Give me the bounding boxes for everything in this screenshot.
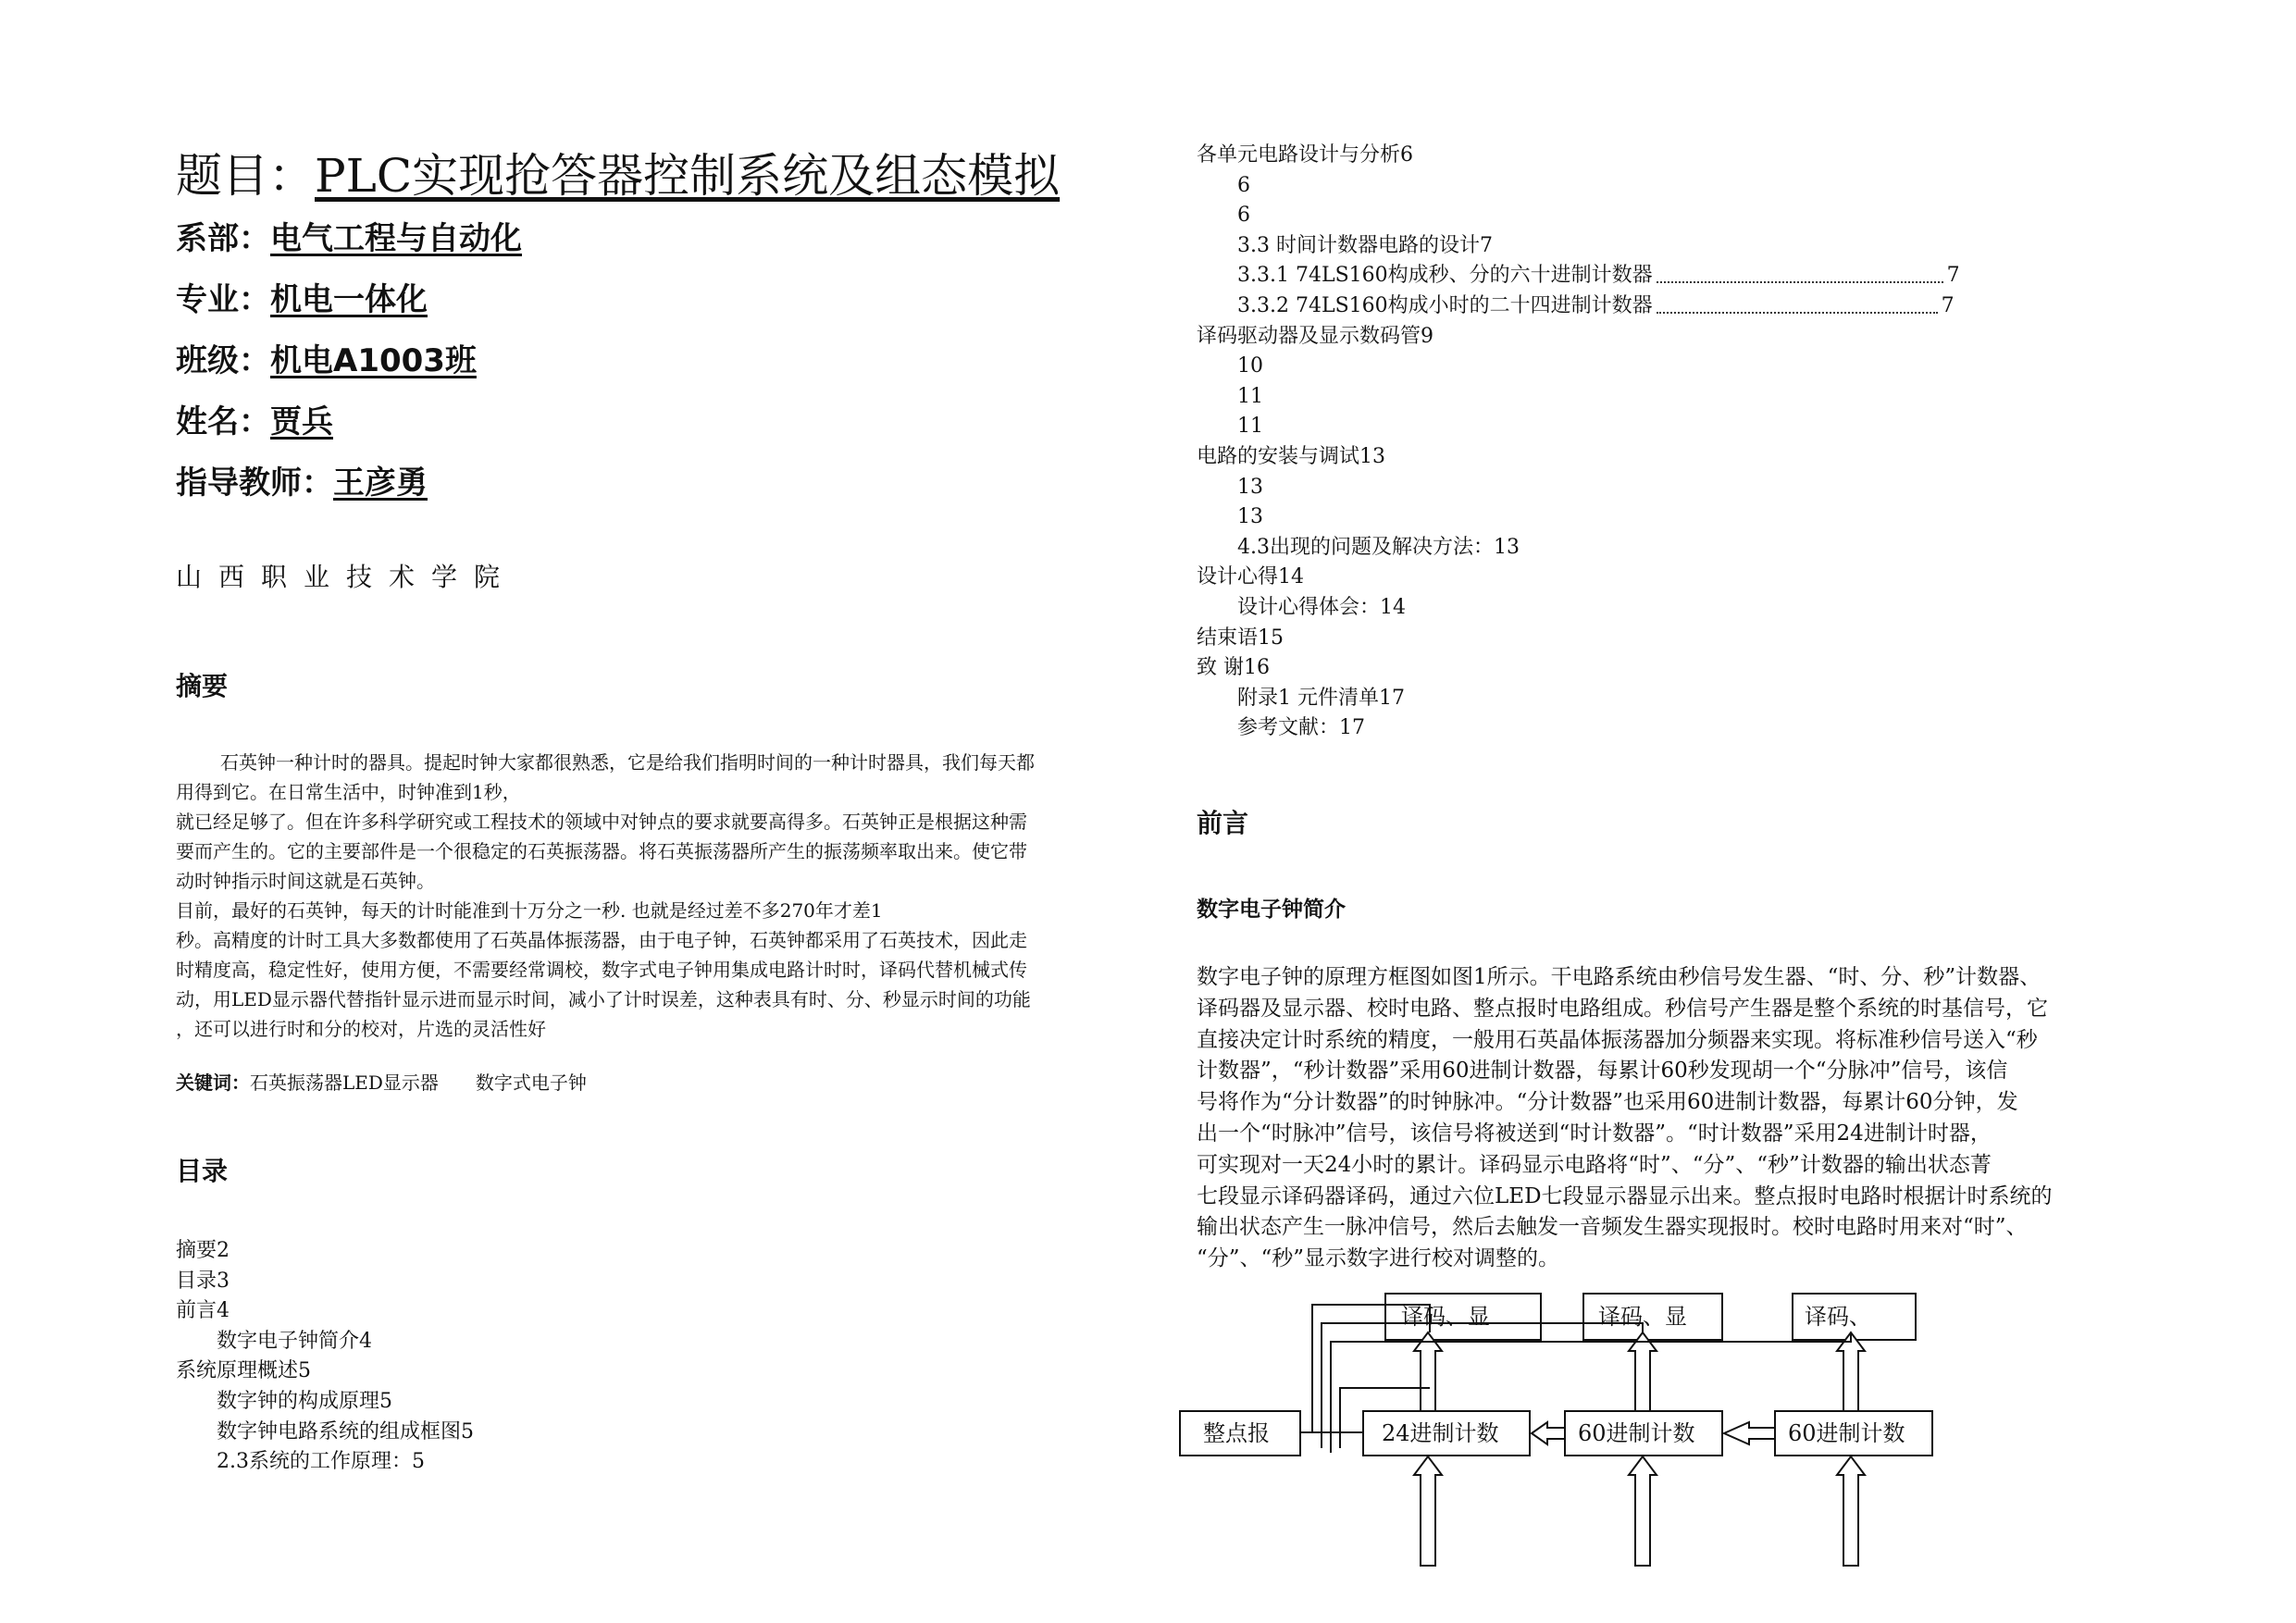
toc-item[interactable]: 数字钟电路系统的组成框图5 [217, 1419, 474, 1443]
arrow-up-icon [1414, 1332, 1442, 1411]
toc-item[interactable]: 参考文献：17 [1237, 716, 1365, 740]
toc-item[interactable]: 11 [1237, 415, 1263, 439]
toc-item[interactable]: 结束语15 [1197, 626, 1284, 650]
toc-page-number: 7 [1946, 264, 1960, 288]
toc-item[interactable]: 13 [1237, 475, 1263, 499]
field-value: 电气工程与自动化 [270, 220, 522, 257]
toc-item[interactable]: 译码驱动器及显示数码管9 [1197, 324, 1433, 348]
field-label: 专业： [176, 281, 270, 318]
preface-subheading: 数字电子钟简介 [1197, 898, 1346, 922]
abstract-line: ，还可以进行时和分的校对，片选的灵活性好 [176, 1018, 546, 1040]
preface-line: “分”、“秒”显示数字进行校对调整的。 [1197, 1246, 1560, 1271]
field-label: 姓名： [176, 403, 270, 440]
toc-item[interactable]: 3.3 时间计数器电路的设计7 [1237, 233, 1493, 257]
abstract-line: 动时钟指示时间这就是石英钟。 [176, 870, 435, 892]
preface-line: 号将作为“分计数器”的时钟脉冲。“分计数器”也采用60进制计数器，每累计60分钟，发 [1197, 1090, 2018, 1115]
field-label: 系部： [176, 220, 270, 257]
toc-item-text: 3.3.1 74LS160构成秒、分的六十进制计数器 [1237, 264, 1653, 288]
preface-line: 计数器”，“秒计数器”采用60进制计数器，每累计60秒发现胡一个“分脉冲”信号，该信 [1197, 1059, 2008, 1084]
keywords-text: 石英振荡器LED显示器 数字式电子钟 [250, 1072, 587, 1094]
decoder-label-3: 译码、 [1805, 1304, 1871, 1330]
toc-item[interactable]: 各单元电路设计与分析6 [1197, 143, 1413, 167]
keywords-label: 关键词： [176, 1072, 250, 1094]
toc-item[interactable]: 附录1 元件清单17 [1237, 686, 1405, 710]
school-name: 山西职业技术学院 [176, 562, 517, 592]
arrow-up-icon [1414, 1456, 1442, 1566]
counter-label-60-min: 60进制计数 [1578, 1420, 1695, 1446]
arrow-up-icon [1629, 1456, 1657, 1566]
toc-item[interactable]: 2.3系统的工作原理：5 [217, 1450, 425, 1474]
toc-item[interactable]: 设计心得体会：14 [1237, 595, 1406, 619]
toc-page-number: 7 [1941, 293, 1955, 317]
preface-line: 可实现对一天24小时的累计。译码显示电路将“时”、“分”、“秒”计数器的输出状态菁 [1197, 1152, 1992, 1177]
toc-item[interactable]: 11 [1237, 384, 1263, 408]
arrow-up-icon [1837, 1456, 1865, 1566]
toc-item[interactable]: 设计心得14 [1197, 565, 1304, 589]
counter-label-24: 24进制计数 [1382, 1420, 1499, 1446]
toc-item[interactable]: 致 谢16 [1197, 656, 1270, 680]
arrow-left-icon [1532, 1422, 1565, 1444]
preface-line: 出一个“时脉冲”信号，该信号将被送到“时计数器”。“时计数器”采用24进制计时器， [1197, 1121, 1992, 1146]
toc-heading: 目录 [176, 1156, 229, 1186]
preface-line: 直接决定计时系统的精度，一般用石英晶体振荡器加分频器来实现。将标准秒信号送入“秒 [1197, 1027, 2038, 1052]
toc-item[interactable]: 系统原理概述5 [176, 1359, 311, 1383]
preface-line: 输出状态产生一脉冲信号，然后去触发一音频发生器实现报时。校时电路时用来对“时”、 [1197, 1215, 2028, 1240]
preface-line: 译码器及显示器、校时电路、整点报时电路组成。秒信号产生器是整个系统的时基信号，它 [1197, 996, 2048, 1021]
toc-item[interactable]: 6 [1237, 173, 1250, 197]
toc-item-text: 3.3.2 74LS160构成小时的二十四进制计数器 [1237, 293, 1653, 317]
preface-heading: 前言 [1197, 808, 1249, 838]
field-value: 机电一体化 [270, 281, 428, 318]
title-value: PLC实现抢答器控制系统及组态模拟 [315, 149, 1061, 203]
decoder-label-2: 译码、显 [1598, 1304, 1687, 1330]
arrow-up-icon [1629, 1332, 1657, 1411]
abstract-line: 目前，最好的石英钟，每天的计时能准到十万分之一秒. 也就是经过差不多270年才差1 [176, 899, 883, 922]
field-value: 机电A1003班 [270, 342, 477, 379]
field-value: 王彦勇 [333, 465, 428, 502]
field-label: 指导教师： [176, 465, 333, 502]
abstract-line: 石英钟一种计时的器具。提起时钟大家都很熟悉，它是给我们指明时间的一种计时器具，我们每天都 [220, 751, 1035, 774]
toc-item[interactable]: 6 [1237, 204, 1250, 228]
alarm-label: 整点报 [1203, 1420, 1270, 1446]
decoder-label-1: 译码、显 [1401, 1304, 1490, 1330]
counter-label-60-sec: 60进制计数 [1788, 1420, 1905, 1446]
toc-item[interactable]: 数字电子钟简介4 [217, 1329, 372, 1353]
abstract-line: 就已经足够了。但在许多科学研究或工程技术的领域中对钟点的要求就要高得多。石英钟正是根据这种需 [176, 811, 1027, 833]
toc-item[interactable]: 目录3 [176, 1269, 230, 1293]
toc-item[interactable]: 摘要2 [176, 1239, 230, 1262]
arrow-left-icon [1724, 1422, 1775, 1444]
field-label: 班级： [176, 342, 270, 379]
abstract-heading: 摘要 [176, 671, 229, 701]
toc-item[interactable]: 4.3出现的问题及解决方法：13 [1237, 535, 1520, 559]
preface-line: 数字电子钟的原理方框图如图1所示。干电路系统由秒信号发生器、“时、分、秒”计数器、 [1197, 965, 2042, 989]
field-value: 贾兵 [270, 403, 333, 440]
abstract-line: 动，用LED显示器代替指针显示进而显示时间，减小了计时误差，这种表具有时、分、秒显示时间的功能 [176, 988, 1031, 1010]
toc-item[interactable]: 数字钟的构成原理5 [217, 1389, 392, 1413]
preface-line: 七段显示译码器译码，通过六位LED七段显示器显示出来。整点报时电路时根据计时系统的 [1197, 1183, 2053, 1208]
abstract-line: 秒。高精度的计时工具大多数都使用了石英晶体振荡器，由于电子钟，石英钟都采用了石英技术，因此走 [176, 929, 1027, 951]
arrow-up-icon [1837, 1332, 1865, 1411]
title-prefix: 题目： [176, 149, 315, 203]
toc-item[interactable]: 13 [1237, 505, 1263, 529]
toc-item[interactable]: 电路的安装与调试13 [1197, 444, 1385, 468]
abstract-line: 用得到它。在日常生活中，时钟准到1秒， [176, 781, 521, 803]
abstract-line: 时精度高，稳定性好，使用方便，不需要经常调校，数字式电子钟用集成电路计时时，译码代替机械式传 [176, 959, 1027, 981]
abstract-line: 要而产生的。它的主要部件是一个很稳定的石英振荡器。将石英振荡器所产生的振荡频率取出来。使它带 [176, 840, 1027, 862]
toc-item[interactable]: 前言4 [176, 1299, 230, 1323]
toc-item[interactable]: 10 [1237, 354, 1263, 378]
